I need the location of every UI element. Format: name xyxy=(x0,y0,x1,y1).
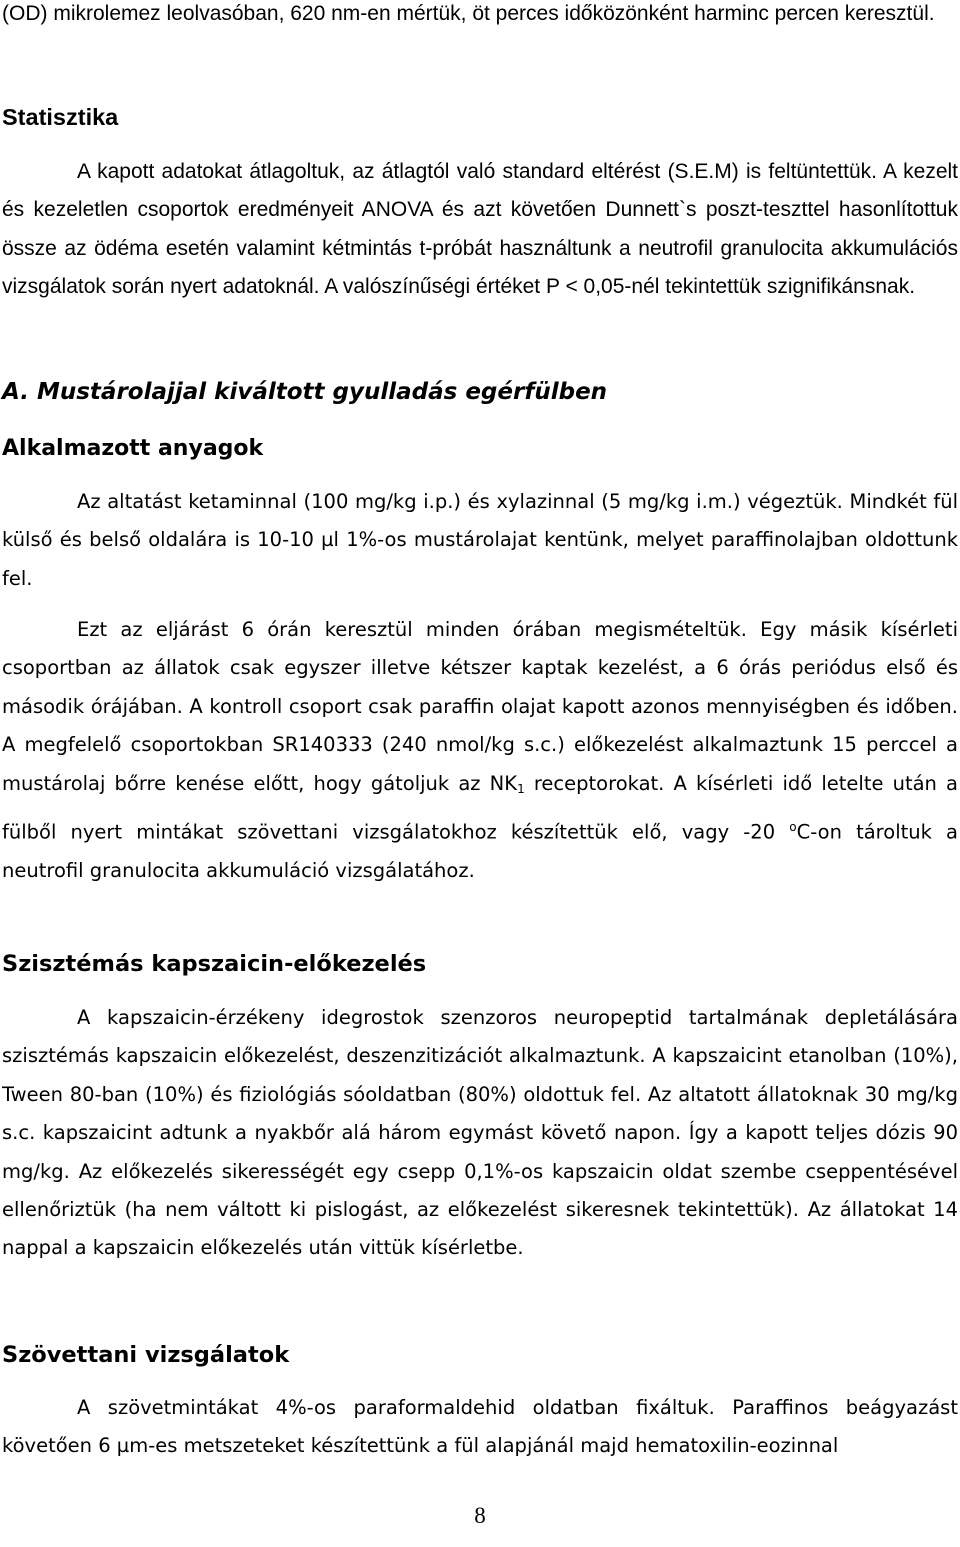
treatment-text-part-3: C-on tároltuk a neutrofil granulocita akkumuláció vizsgálatához. xyxy=(2,820,958,882)
od-intro-paragraph: (OD) mikrolemez leolvasóban, 620 nm-en mértük, öt perces időközönként harminc percen keresztül. xyxy=(2,2,935,25)
heading-statisztika: Statisztika xyxy=(2,104,119,130)
treatment-paragraph xyxy=(2,611,958,890)
histology-paragraph: A szövetmintákat 4%-os paraformaldehid oldatban fixáltuk. Paraffinos beágyazást követően 6 µm-es metszeteket készítettünk a fül alapjánál majd hematoxilin-eozinnal xyxy=(2,1396,958,1458)
heading-alkalmazott-anyagok: Alkalmazott anyagok xyxy=(2,436,264,461)
nk-subscript: 1 xyxy=(517,781,525,796)
treatment-text-part-2: receptorokat. A kísérleti idő letelte után a fülből nyert mintákat szövettani vizsgálatokhoz készítettük elő, vagy -20 xyxy=(2,771,958,844)
degree-symbol: o xyxy=(789,820,797,835)
page-number: 8 xyxy=(474,1503,486,1528)
anesthesia-paragraph: Az altatást ketaminnal (100 mg/kg i.p.) és xylazinnal (5 mg/kg i.m.) végeztük. Mindkét fül külső és belső oldalára is 10-10 µl 1%-os mustárolajat kentünk, melyet paraffinolajban oldottunk fel. xyxy=(2,490,958,590)
heading-section-a: A. Mustárolajjal kiváltott gyulladás egérfülben xyxy=(2,379,608,405)
treatment-text-part-1: Ezt az eljárást 6 órán keresztül minden órában megismételtük. Egy másik kísérleti csoportban az állatok csak egyszer illetve kétszer kaptak kezelést, a 6 órás periódus első és második órájában. A kontroll csoport csak paraffin olajat kapott azonos mennyiségben és időben. A megfelelő csoportokban SR140333 (240 nmol/kg s.c.) előkezelést alkalmaztunk 15 perccel a mustárolaj bőrre kenése előtt, hogy gátoljuk az NK xyxy=(2,618,958,795)
capsaicin-paragraph: A kapszaicin-érzékeny idegrostok szenzoros neuropeptid tartalmának depletálására szisztémás kapszaicin előkezelést, deszenzitizációt alkalmaztunk. A kapszaicint etanolban (10%), Tween 80-ban (10%) és fiziológiás sóoldatban (80%) oldottuk fel. Az altatott állatoknak 30 mg/kg s.c. kapszaicint adtunk a nyakbőr alá három egymást követő napon. Így a kapott teljes dózis 90 mg/kg. Az előkezelés sikerességét egy csepp 0,1%-os kapszaicin oldat szembe cseppentésével ellenőriztük (ha nem váltott ki pislogást, az előkezelést sikeresnek tekintettük). Az állatokat 14 nappal a kapszaicin előkezelés után vittük kísérletbe. xyxy=(2,1006,958,1260)
statistics-paragraph: A kapott adatokat átlagoltuk, az átlagtól való standard eltérést (S.E.M) is feltüntettük. A kezelt és kezeletlen csoportok eredményeit ANOVA és azt követően Dunnett`s poszt-teszttel hasonlítottuk össze az ödéma esetén valamint kétmintás t-próbát használtunk a neutrofil granulocita akkumulációs vizsgálatok során nyert adatoknál. A valószínűségi értéket P < 0,05-nél tekintettük szignifikánsnak. xyxy=(2,160,958,299)
heading-szisztemas: Szisztémás kapszaicin-előkezelés xyxy=(2,951,427,977)
heading-szovettani: Szövettani vizsgálatok xyxy=(2,1342,290,1368)
